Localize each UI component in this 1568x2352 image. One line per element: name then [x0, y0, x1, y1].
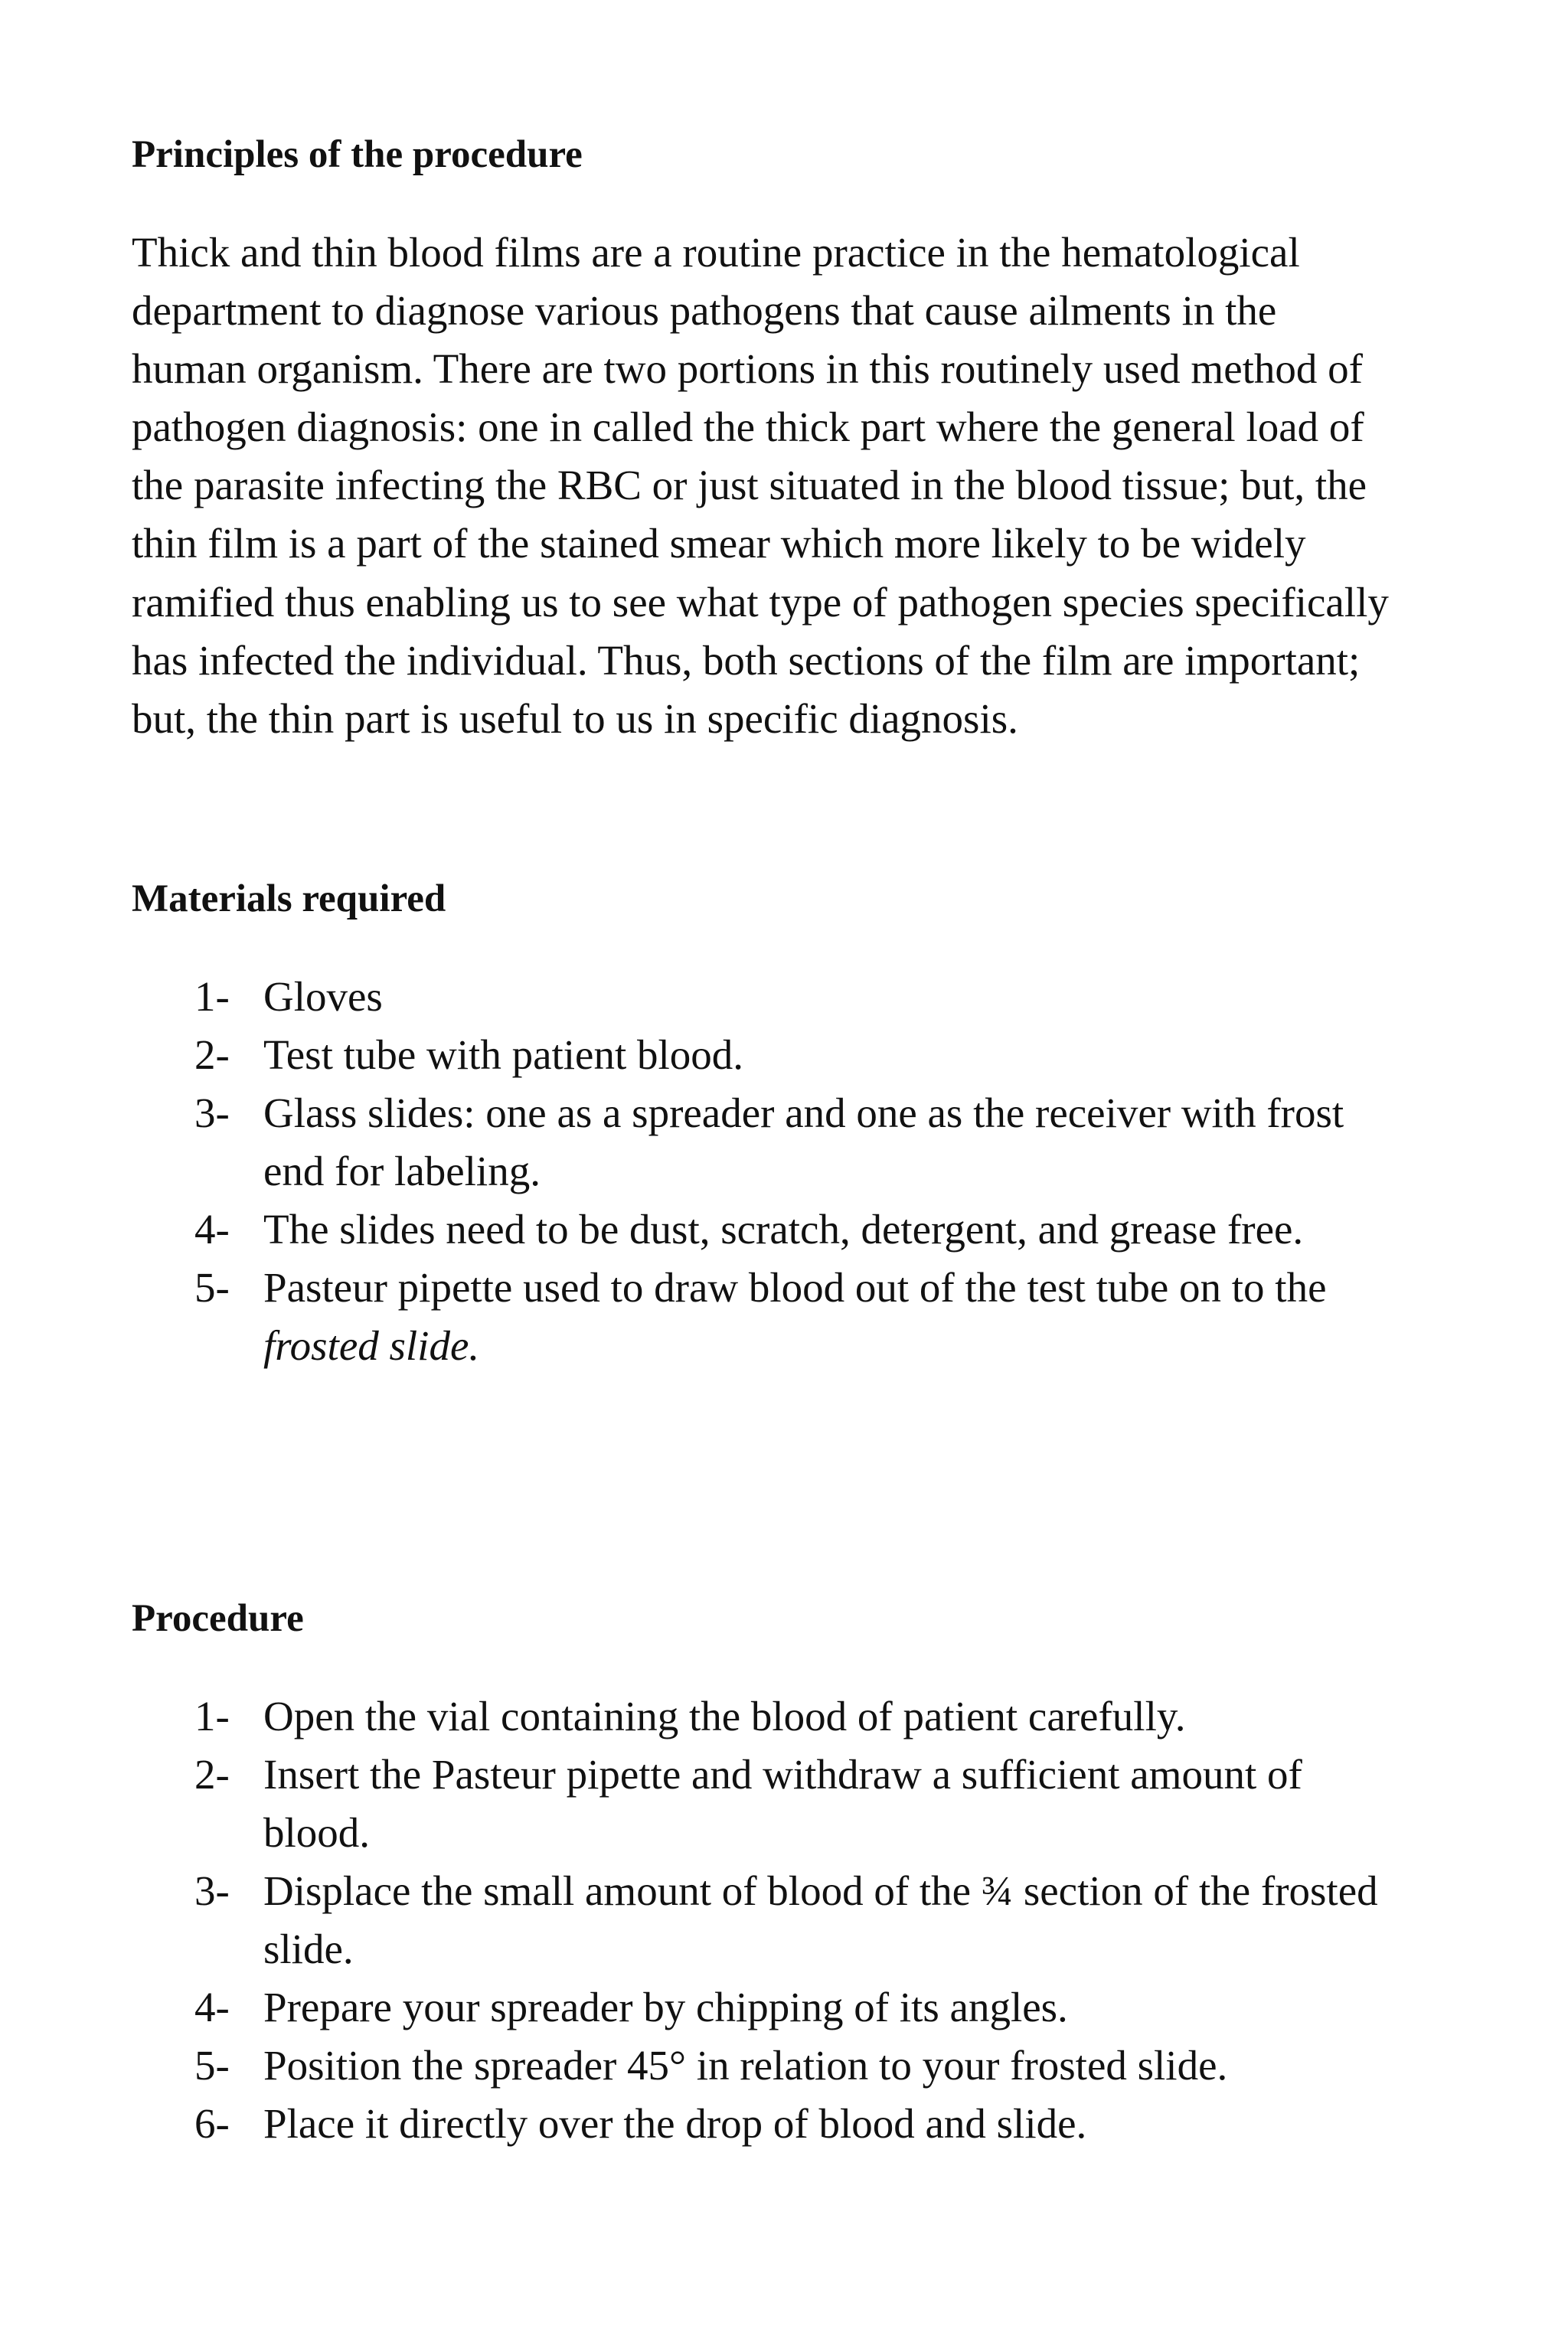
- list-item-number: 3-: [194, 1867, 230, 1914]
- list-item-number: 2-: [194, 1751, 230, 1798]
- principles-paragraph: [132, 224, 1449, 748]
- list-item-number: 4-: [194, 1984, 230, 2030]
- list-item-text-continued: frosted slide.: [263, 1322, 480, 1369]
- list-item: [0, 1978, 1458, 2037]
- list-item-text-continued: end for labeling.: [263, 1148, 541, 1194]
- list-item: [0, 2037, 1458, 2095]
- list-item-number: 4-: [194, 1206, 230, 1253]
- list-item-number: 1-: [194, 973, 230, 1020]
- paragraph-line: but, the thin part is useful to us in specific diagnosis.: [132, 694, 1018, 742]
- list-item-text: Gloves: [263, 973, 383, 1020]
- list-item-text: Test tube with patient blood.: [263, 1031, 744, 1078]
- list-item-number: 2-: [194, 1031, 230, 1078]
- list-item: [0, 968, 1458, 1026]
- list-item-text: Pasteur pipette used to draw blood out of the test tube on to the: [263, 1264, 1327, 1311]
- paragraph-line: department to diagnose various pathogens that cause ailments in the: [132, 287, 1277, 335]
- list-item: [0, 1746, 1458, 1862]
- list-item-text: The slides need to be dust, scratch, detergent, and grease free.: [263, 1206, 1304, 1253]
- list-item-text: Prepare your spreader by chipping of its angles.: [263, 1984, 1068, 2030]
- list-item-text: Insert the Pasteur pipette and withdraw a sufficient amount of: [263, 1751, 1302, 1798]
- list-item: [0, 1259, 1458, 1375]
- list-item: [0, 1200, 1458, 1259]
- list-item-number: 3-: [194, 1089, 230, 1136]
- paragraph-line: ramified thus enabling us to see what type of pathogen species specifically: [132, 578, 1389, 626]
- paragraph-line: Thick and thin blood films are a routine practice in the hematological: [132, 229, 1300, 276]
- principles-heading: Principles of the procedure: [132, 133, 583, 176]
- paragraph-line: has infected the individual. Thus, both sections of the film are important;: [132, 636, 1361, 684]
- list-item-text: Open the vial containing the blood of patient carefully.: [263, 1693, 1186, 1740]
- list-item-text: Place it directly over the drop of blood and slide.: [263, 2100, 1087, 2147]
- list-item-number: 5-: [194, 1264, 230, 1311]
- list-item-number: 6-: [194, 2100, 230, 2147]
- list-item-text-continued: blood.: [263, 1809, 371, 1856]
- list-item: [0, 1026, 1458, 1084]
- procedure-heading: Procedure: [132, 1597, 304, 1640]
- list-item: [0, 1084, 1458, 1200]
- list-item: [0, 1687, 1458, 1746]
- materials-heading: Materials required: [132, 877, 446, 920]
- paragraph-line: human organism. There are two portions in this routinely used method of: [132, 345, 1363, 393]
- paragraph-line: the parasite infecting the RBC or just situated in the blood tissue; but, the: [132, 462, 1367, 509]
- list-item-text: Glass slides: one as a spreader and one as the receiver with frost: [263, 1089, 1344, 1136]
- list-item-text: Position the spreader 45° in relation to your frosted slide.: [263, 2042, 1228, 2089]
- materials-list: [0, 968, 1458, 1375]
- procedure-list: [0, 1687, 1458, 2153]
- list-item: [0, 2095, 1458, 2153]
- list-item-text-continued: slide.: [263, 1926, 354, 1972]
- list-item-text: Displace the small amount of blood of the ¾ section of the frosted: [263, 1867, 1378, 1914]
- paragraph-line: thin film is a part of the stained smear which more likely to be widely: [132, 520, 1306, 567]
- list-item: [0, 1862, 1458, 1978]
- list-item-number: 5-: [194, 2042, 230, 2089]
- paragraph-line: pathogen diagnosis: one in called the thick part where the general load of: [132, 403, 1364, 451]
- list-item-number: 1-: [194, 1693, 230, 1740]
